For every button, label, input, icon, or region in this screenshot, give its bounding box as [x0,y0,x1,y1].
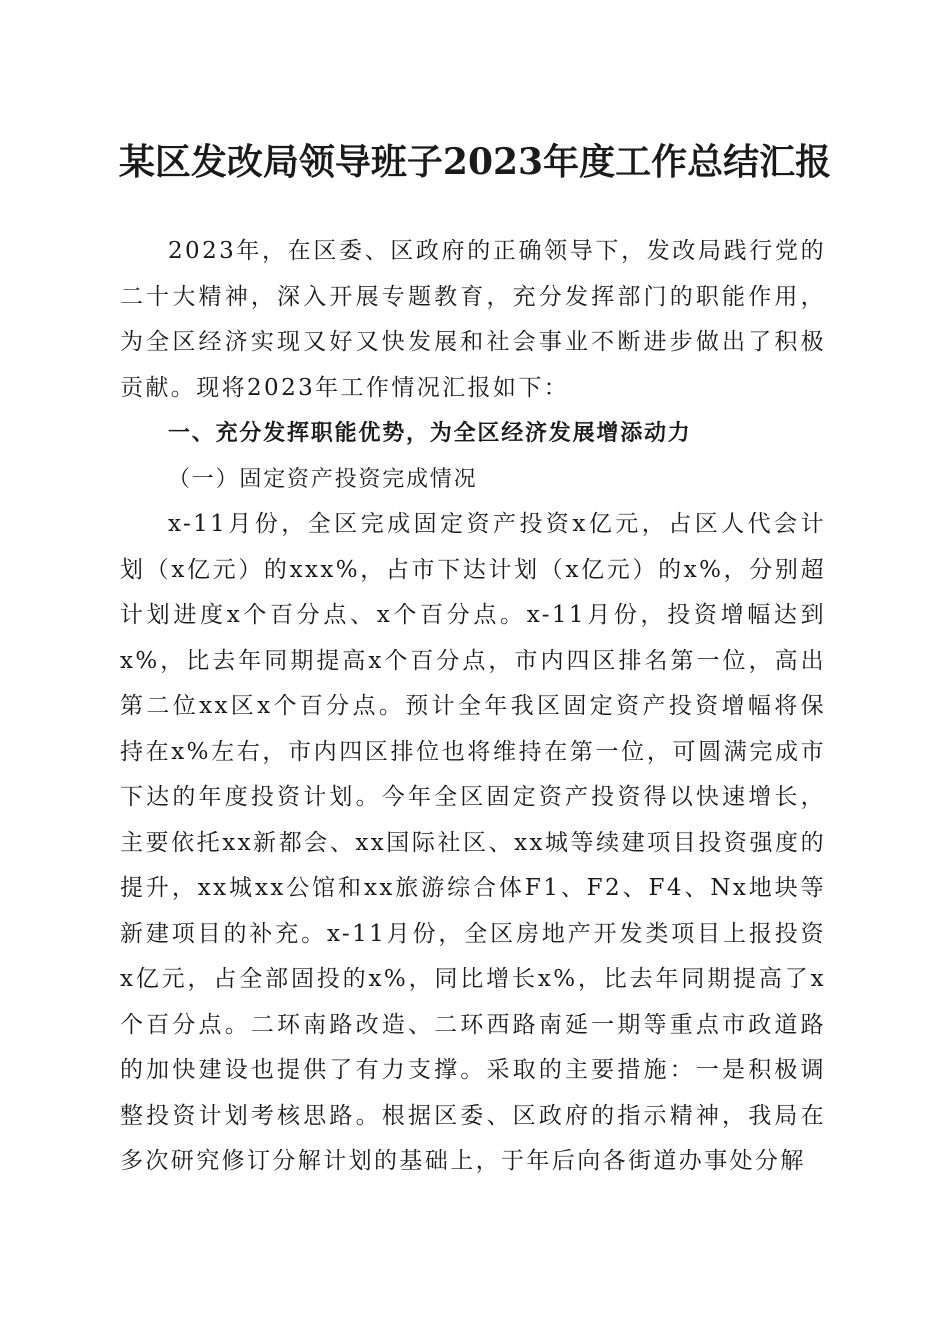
section-heading: 一、充分发挥职能优势，为全区经济发展增添动力 [168,421,692,446]
document-title: 某区发改局领导班子2023年度工作总结汇报 [118,141,832,183]
document-body [120,229,826,1185]
subsection-heading: （一）固定资产投资完成情况 [168,466,478,492]
intro-paragraph: 2023年，在区委、区政府的正确领导下，发改局践行党的二十大精神，深入开展专题教育，充分发挥部门的职能作用，为全区经济实现又好又快发展和社会事业不断进步做出了积极贡献。现将2023年工作情况汇报如下： [120,238,826,401]
subsection-paragraph: x-11月份，全区完成固定资产投资x亿元，占区人代会计划（x亿元）的xxx%，占市下达计划（x亿元）的x%，分别超计划进度x个百分点、x个百分点。x-11月份，投资增幅达到x%，比去年同期提高x个百分点，市内四区排名第一位，高出第二位xx区x个百分点。预计全年我区固定资产投资增幅将保持在x%左右，市内四区排位也将维持在第一位，可圆满完成市下达的年度投资计划。今年全区固定资产投资得以快速增长，主要依托xx新都会、xx国际社区、xx城等续建项目投资强度的提升，xx城xx公馆和xx旅游综合体F1、F2、F4、Nx地块等新建项目的补充。x-11月份，全区房地产开发类项目上报投资x亿元，占全部固投的x%，同比增长x%，比去年同期提高了x个百分点。二环南路改造、二环西路南延一期等重点市政道路的加快建设也提供了有力支撑。采取的主要措施：一是积极调整投资计划考核思路。根据区委、区政府的指示精神，我局在多次研究修订分解计划的基础上，于年后向各街道办事处分解 [120,511,826,1174]
